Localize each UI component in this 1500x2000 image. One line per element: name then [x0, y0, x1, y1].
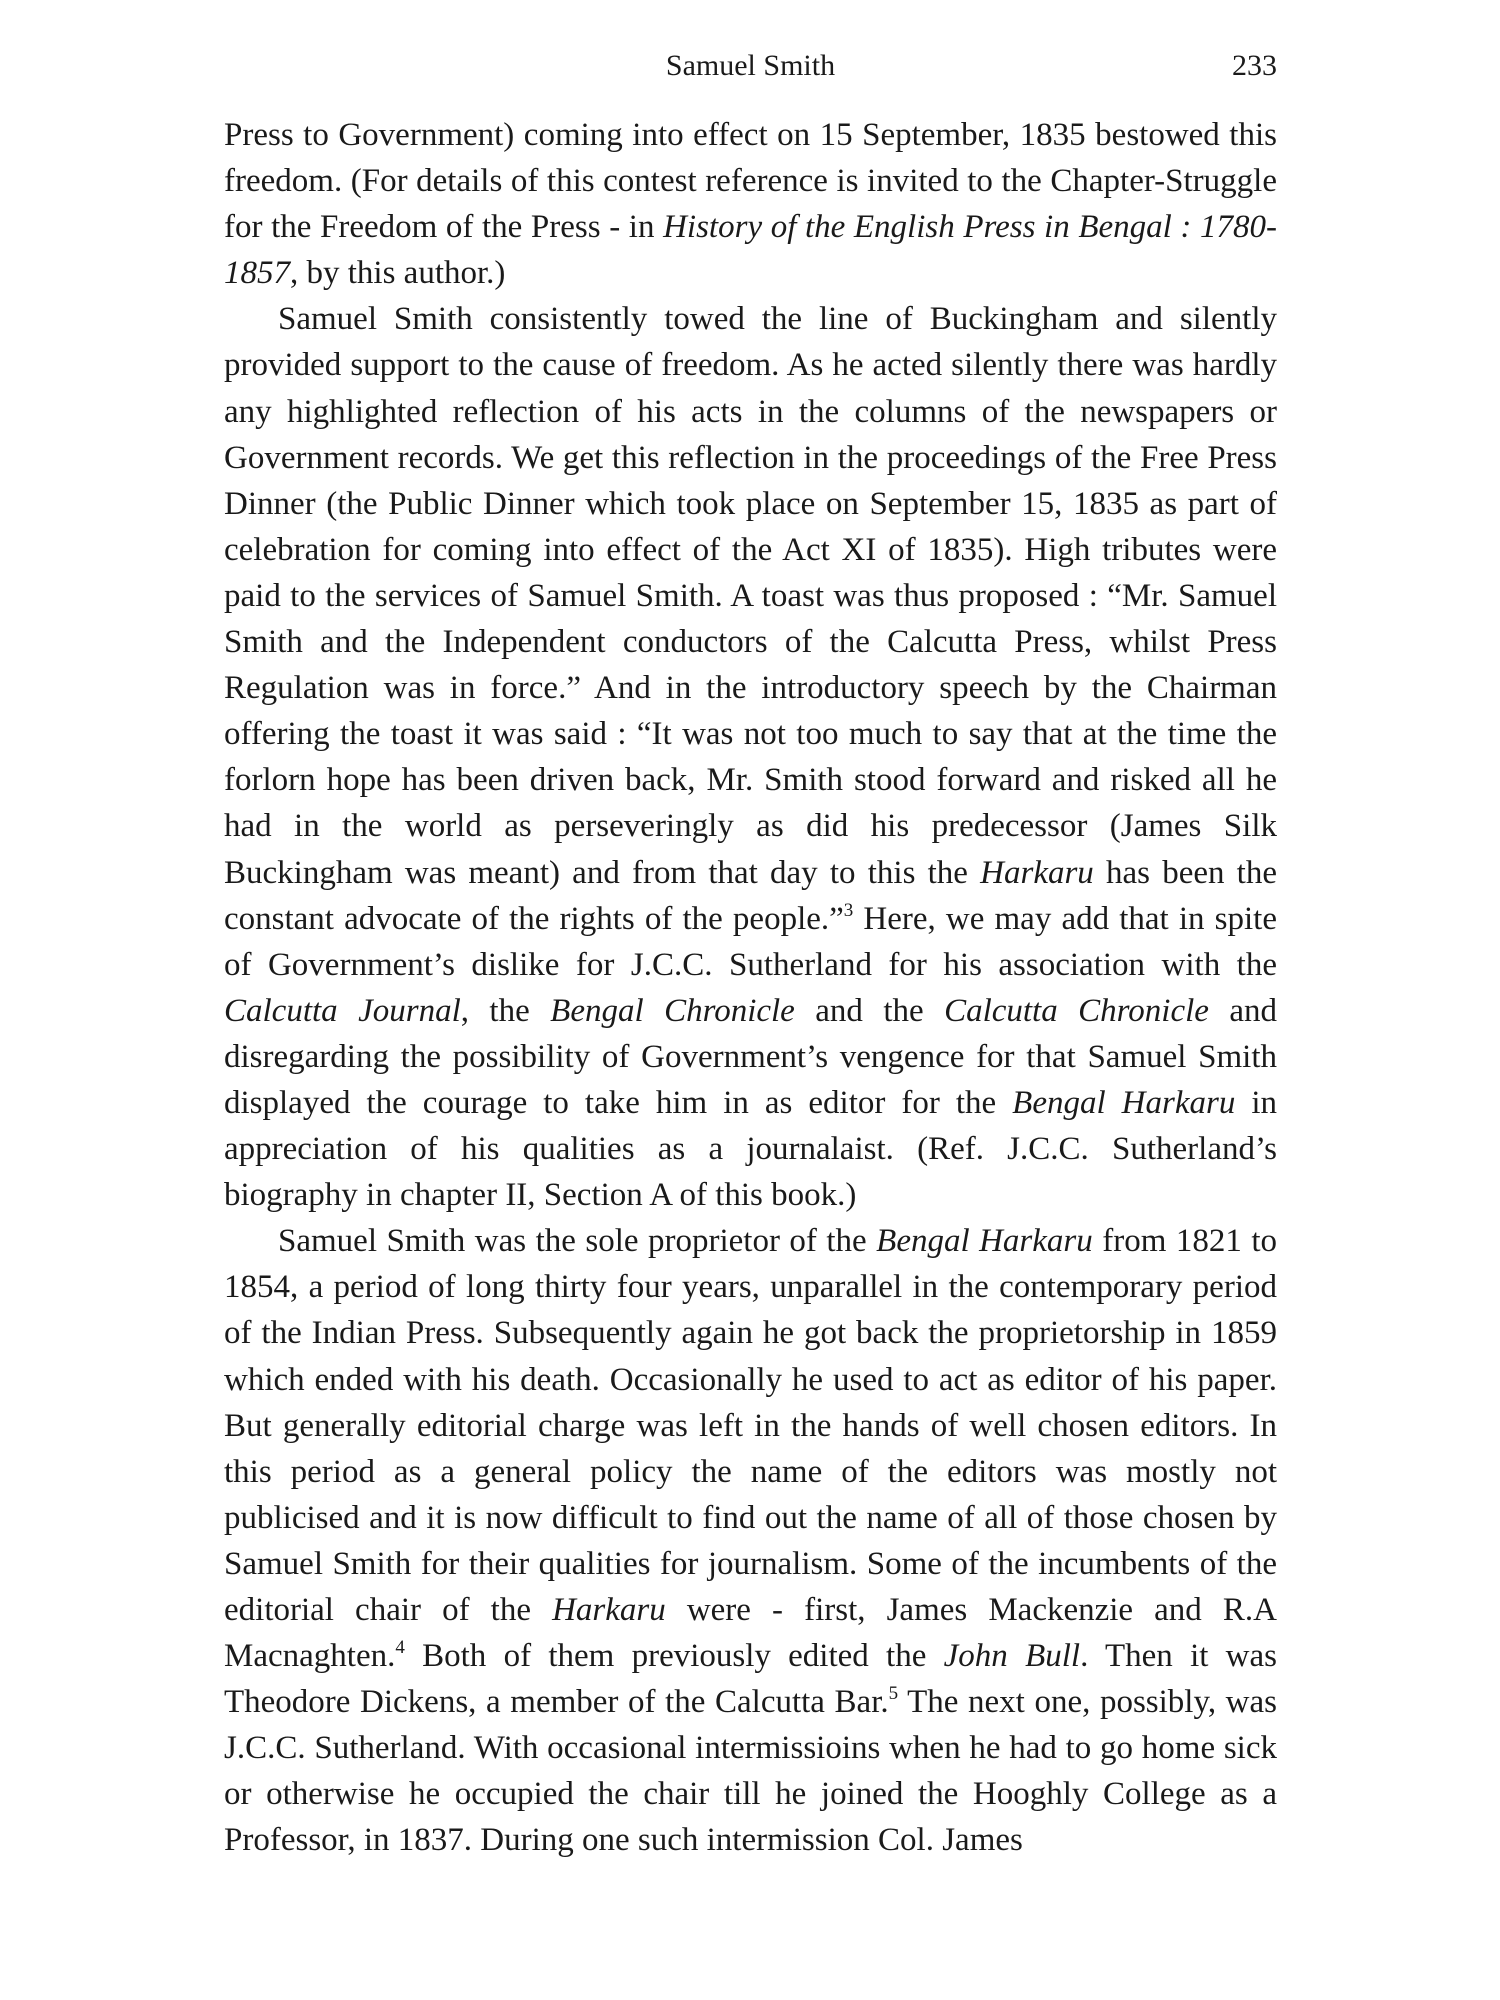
- text-run: Both of them previously edited the: [404, 1638, 944, 1675]
- running-head: [224, 48, 1277, 84]
- text-run: Samuel Smith consistently towed the line of Buckingham and silently provided support to the cause of freedom. As he acted silently there was hardly any highlighted reflection of his acts in the columns of the newspapers or Government records. We get this reflection in the proceedings of the Free Press Dinner (the Public Dinner which took place on September 15, 1835 as part of celebration for coming into effect of the Act XI of 1835). High tributes were paid to the services of Samuel Smith. A toast was thus proposed : “Mr. Samuel Smith and the Independent conductors of the Calcutta Press, whilst Press Regulation was in force.” And in the introductory speech by the Chairman offering the toast it was said : “It was not too much to say that at the time the forlorn hope has been driven back, Mr. Smith stood forward and risked all he had in the world as perseveringly as did his predecessor (James Silk Buckingham was meant) and from that day to this the: [224, 301, 1277, 891]
- text-run: Press to Government) coming into effect on 15 September, 1835 bestowed this freedom. (For details of this contest reference is invited to the Chapter-Struggle for the Freedom of the Press - in: [224, 117, 1277, 246]
- footnote-marker: 3: [843, 899, 854, 921]
- italic-title: Bengal Chronicle: [550, 992, 795, 1029]
- text-run: and disregarding the possibility of Government’s vengence for that Samuel Smith displayed the courage to take him in as editor for the: [224, 992, 1277, 1121]
- text-run: and the: [794, 992, 945, 1029]
- text-run: has been the constant advocate of the rights of the people.”: [224, 854, 1277, 937]
- body-text: [224, 112, 1277, 1864]
- text-run: from 1821 to 1854, a period of long thirty four years, unparallel in the contemporary period of the Indian Press. Subsequently again he got back the proprietorship in 1859 which ended with his death. Occasionally he used to act as editor of his paper. But generally editorial charge was left in the hands of well chosen editors. In this period as a general policy the name of the editors was mostly not publicised and it is now difficult to find out the name of all of those chosen by Samuel Smith for their qualities for journalism. Some of the incumbents of the editorial chair of the: [224, 1223, 1277, 1628]
- text-run: , the: [460, 992, 551, 1029]
- italic-title: Bengal Harkaru: [1012, 1084, 1236, 1121]
- italic-title: Calcutta Journal: [224, 992, 461, 1029]
- paragraph: [224, 1218, 1277, 1863]
- italic-title: Harkaru: [980, 854, 1094, 891]
- paragraph: [224, 296, 1277, 1218]
- footnote-marker: 5: [888, 1683, 899, 1705]
- text-run: The next one, possibly, was J.C.C. Sutherland. With occasional intermissioins when he had to go home sick or otherwise he occupied the chair till he joined the Hooghly College as a Professor, in 1837. During one such intermission Col. James: [224, 1684, 1277, 1859]
- italic-title: History of the English Press in Bengal : 1780-1857: [224, 209, 1277, 292]
- italic-title: John Bull: [943, 1638, 1081, 1675]
- text-run: Samuel Smith was the sole proprietor of the: [278, 1223, 877, 1260]
- italic-title: Harkaru: [552, 1592, 666, 1628]
- text-run: , by this author.): [290, 255, 506, 292]
- running-head-title: Samuel Smith: [665, 49, 836, 82]
- paragraph: [224, 112, 1277, 296]
- italic-title: Calcutta Chronicle: [944, 992, 1209, 1029]
- italic-title: Bengal Harkaru: [876, 1223, 1093, 1260]
- footnote-marker: 4: [395, 1637, 405, 1659]
- text-run: were - first, James Mackenzie and R.A Macnaghten.: [224, 1592, 1277, 1675]
- text-run: Here, we may add that in spite of Government’s dislike for J.C.C. Sutherland for his association with the: [224, 900, 1277, 983]
- text-run: . Then it was Theodore Dickens, a member of the Calcutta Bar.: [224, 1638, 1277, 1721]
- text-run: in appreciation of his qualities as a journalaist. (Ref. J.C.C. Sutherland’s biography in chapter II, Section A of this book.): [224, 1084, 1278, 1214]
- page-number: 233: [1232, 49, 1277, 82]
